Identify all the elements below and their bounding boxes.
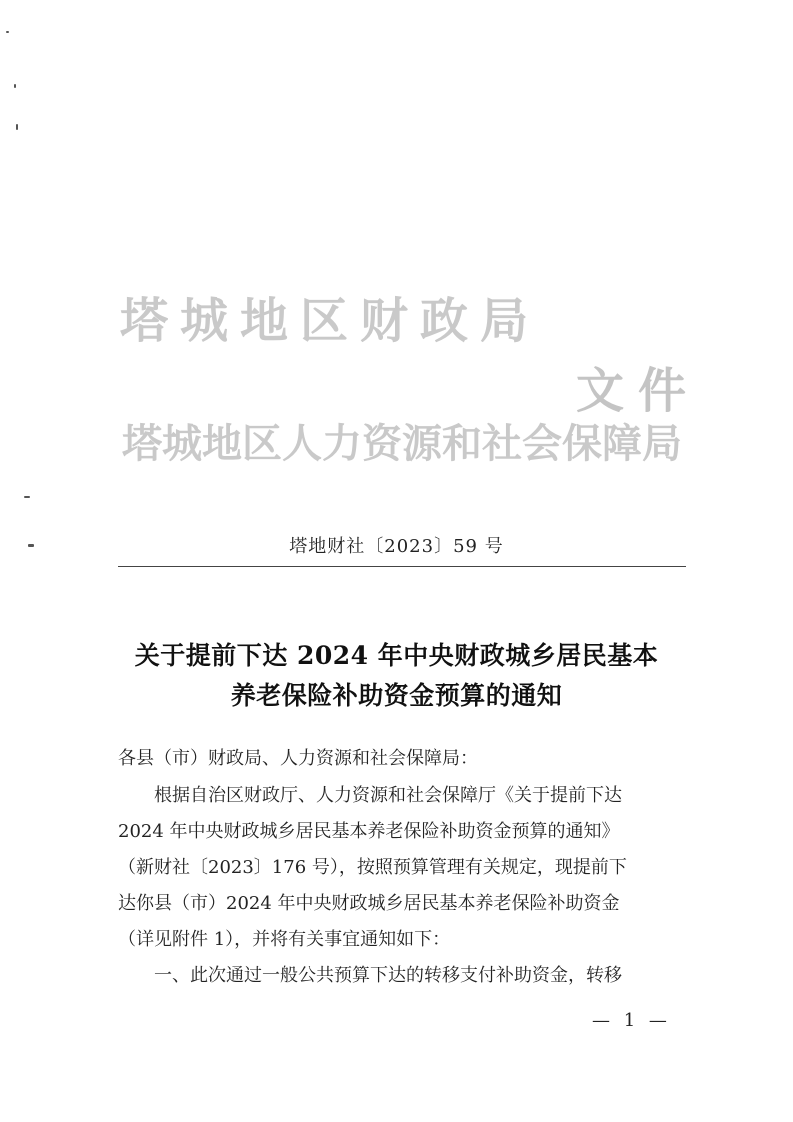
issuer-finance-bureau: 塔城地区财政局: [120, 293, 541, 349]
body-text: [118, 778, 688, 994]
body-line: 根据自治区财政厅、人力资源和社会保障厅《关于提前下达: [154, 785, 622, 806]
document-title: [0, 636, 793, 716]
document-title-line: 关于提前下达 2024 年中央财政城乡居民基本: [134, 641, 659, 670]
document-title-line: 养老保险补助资金预算的通知: [230, 681, 563, 710]
page-number: — 1 —: [592, 1010, 671, 1031]
body-line: （详见附件 1），并将有关事宜通知如下：: [118, 929, 451, 950]
scan-speck: [14, 84, 16, 88]
salutation: 各县（市）财政局、人力资源和社会保障局：: [118, 748, 478, 769]
scan-speck: [6, 31, 9, 33]
issuer-hr-bureau: 塔城地区人力资源和社会保障局: [122, 421, 682, 467]
issuer-doc-type: 文件: [576, 363, 701, 419]
body-line: 2024 年中央财政城乡居民基本养老保险补助资金预算的通知》: [118, 821, 620, 842]
scan-speck: [24, 496, 30, 498]
scan-speck: [16, 124, 18, 130]
body-line: （新财社〔2023〕176 号），按照预算管理有关规定，现提前下: [118, 857, 627, 878]
separator-rule: [118, 566, 686, 567]
body-line: 达你县（市）2024 年中央财政城乡居民基本养老保险补助资金: [118, 893, 620, 914]
body-line: 一、此次通过一般公共预算下达的转移支付补助资金，转移: [154, 965, 622, 986]
document-number: 塔地财社〔2023〕59 号: [289, 536, 504, 557]
